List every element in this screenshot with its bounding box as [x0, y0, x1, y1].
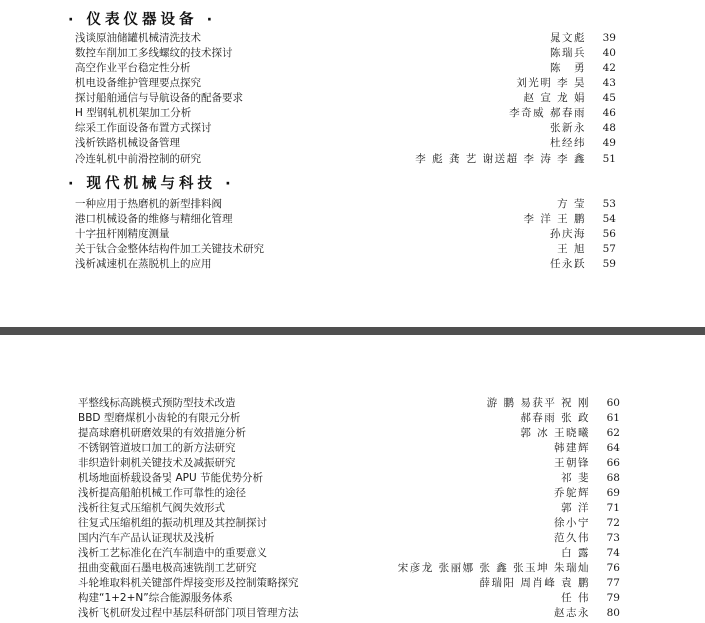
entry-author: 白 露 [561, 547, 590, 559]
entry-title: 高空作业平台稳定性分析 [75, 62, 191, 74]
entry-page: 46 [602, 107, 616, 119]
entry-title: 国内汽车产品认证现状及浅析 [78, 532, 215, 544]
entry-page: 79 [606, 592, 620, 604]
toc-entry[interactable] [78, 561, 620, 576]
entry-title: 浅析提高船舶机械工作可靠性的途径 [78, 487, 246, 499]
entry-author: 张新永 [550, 122, 586, 134]
toc-entry[interactable] [78, 516, 620, 531]
entry-page: 51 [602, 153, 616, 165]
entry-author: 徐小宁 [554, 517, 590, 529]
toc-entry[interactable] [75, 61, 616, 76]
entry-author: 郭 冰 王晓曦 [520, 427, 590, 439]
entry-page: 43 [602, 77, 616, 89]
entry-title: 浅析飞机研发过程中基层科研部门项目管理方法 [78, 607, 299, 619]
entry-author: 郭 洋 [561, 502, 590, 514]
entry-page: 45 [602, 92, 616, 104]
entry-author: 王 旭 [557, 243, 586, 255]
toc-entry[interactable] [78, 441, 620, 456]
entry-title: H 型钢轧机机架加工分析 [75, 107, 192, 119]
entry-author: 赵志永 [554, 607, 590, 619]
toc-entry[interactable] [78, 456, 620, 471]
toc-entry[interactable] [78, 591, 620, 606]
toc-entry[interactable] [75, 242, 616, 257]
entry-page: 60 [606, 397, 620, 409]
entry-author: 李 彪 龚 艺 谢送超 李 涛 李 鑫 [415, 153, 586, 165]
entry-title: 不锈钢管道坡口加工的新方法研究 [78, 442, 236, 454]
entry-author: 乔鸵辉 [554, 487, 590, 499]
entry-title: 十字扭杆刚精度测量 [75, 228, 170, 240]
toc-entry[interactable] [78, 576, 620, 591]
entry-author: 李 洋 王 鹏 [523, 213, 586, 225]
entry-author: 孙庆海 [550, 228, 586, 240]
entry-author: 陈 勇 [550, 62, 586, 74]
entry-title: 平整线标高跳模式预防型技术改造 [78, 397, 236, 409]
toc-entry[interactable] [78, 411, 620, 426]
entry-author: 杜经纬 [550, 137, 586, 149]
toc-entry[interactable] [75, 91, 616, 106]
entry-page: 80 [606, 607, 620, 619]
toc-entry[interactable] [75, 257, 616, 272]
entry-author: 刘光明 李 昊 [516, 77, 586, 89]
entry-page: 68 [606, 472, 620, 484]
entry-title: 综采工作面设备布置方式探讨 [75, 122, 212, 134]
section-heading-instruments: · 仪表仪器设备 · [68, 12, 217, 28]
entry-page: 42 [602, 62, 616, 74]
entry-title: 浅析减速机在蒸脱机上的应用 [75, 258, 212, 270]
entry-page: 39 [602, 32, 616, 44]
entry-page: 69 [606, 487, 620, 499]
entry-title: 构建“1+2+N”综合能源服务体系 [78, 592, 233, 604]
section-heading-modern-machinery: · 现代机械与科技 · [68, 176, 235, 192]
entry-page: 71 [606, 502, 620, 514]
entry-author: 薛瑞阳 周肖峰 袁 鹏 [479, 577, 590, 589]
toc-entry[interactable] [78, 471, 620, 486]
entry-author: 游 鹏 易获平 祝 刚 [486, 397, 590, 409]
entry-page: 64 [606, 442, 620, 454]
toc-entry[interactable] [78, 396, 620, 411]
entry-page: 72 [606, 517, 620, 529]
entry-author: 任永跃 [550, 258, 586, 270]
entry-page: 48 [602, 122, 616, 134]
entry-author: 王朝锋 [554, 457, 590, 469]
entry-author: 方 莹 [557, 198, 586, 210]
entry-title: 斗轮堆取料机关键部件焊接变形及控制策略探究 [78, 577, 299, 589]
toc-entry[interactable] [75, 212, 616, 227]
entry-author: 任 伟 [561, 592, 590, 604]
toc-entry[interactable] [75, 121, 616, 136]
toc-entry[interactable] [78, 426, 620, 441]
toc-entry[interactable] [75, 76, 616, 91]
entry-title: 冷连轧机中前滑控制的研究 [75, 153, 201, 165]
entry-author: 郝春雨 张 政 [520, 412, 590, 424]
entry-page: 66 [606, 457, 620, 469]
entry-title: 港口机械设备的维修与精细化管理 [75, 213, 233, 225]
entry-page: 74 [606, 547, 620, 559]
entry-title: 浅析铁路机械设备管理 [75, 137, 180, 149]
entry-title: 探讨船舶通信与导航设备的配备要求 [75, 92, 243, 104]
entry-page: 49 [602, 137, 616, 149]
entry-author: 宋彦龙 张丽娜 张 鑫 张玉坤 朱瑞灿 [397, 562, 590, 574]
entry-page: 54 [602, 213, 616, 225]
entry-page: 73 [606, 532, 620, 544]
entry-title: 浅析往复式压缩机气阀失效形式 [78, 502, 225, 514]
entry-page: 53 [602, 198, 616, 210]
toc-entry[interactable] [75, 136, 616, 151]
entry-title: 浅谈原油储罐机械清洗技术 [75, 32, 201, 44]
entry-title: 数控车削加工多线螺纹的技术探讨 [75, 47, 233, 59]
entry-author: 赵 宣 龙 娟 [523, 92, 586, 104]
entry-author: 韩建辉 [554, 442, 590, 454]
toc-entry[interactable] [75, 31, 616, 46]
toc-entry[interactable] [75, 227, 616, 242]
entry-author: 李奇威 郝春雨 [509, 107, 586, 119]
entry-page: 61 [606, 412, 620, 424]
entry-title: 机电设备维护管理要点探究 [75, 77, 201, 89]
toc-entry[interactable] [75, 197, 616, 212]
entry-page: 62 [606, 427, 620, 439]
entry-author: 陈瑞兵 [550, 47, 586, 59]
entry-title: 关于钛合金整体结构件加工关键技术研究 [75, 243, 264, 255]
entry-title: 机场地面桥载设备및 APU 节能优势分析 [78, 472, 264, 484]
entry-page: 77 [606, 577, 620, 589]
toc-entry[interactable] [75, 106, 616, 121]
entry-title: 扭曲变截面石墨电极高速铣削工艺研究 [78, 562, 257, 574]
entry-title: 一种应用于热磨机的新型排料阀 [75, 198, 222, 210]
toc-entry[interactable] [78, 606, 620, 621]
toc-entry[interactable] [78, 546, 620, 561]
page-divider [0, 327, 705, 335]
entry-page: 40 [602, 47, 616, 59]
entry-author: 范久伟 [554, 532, 590, 544]
toc-entry[interactable] [78, 501, 620, 516]
toc-entry[interactable] [78, 486, 620, 501]
entry-page: 57 [602, 243, 616, 255]
entry-title: 提高球磨机研磨效果的有效措施分析 [78, 427, 246, 439]
entry-author: 祁 斐 [561, 472, 590, 484]
entry-page: 56 [602, 228, 616, 240]
toc-entry[interactable] [75, 152, 616, 167]
entry-title: BBD 型磨煤机小齿轮的有限元分析 [78, 412, 241, 424]
toc-entry[interactable] [78, 531, 620, 546]
toc-entry[interactable] [75, 46, 616, 61]
entry-title: 浅析工艺标准化在汽车制造中的重要意义 [78, 547, 267, 559]
entry-page: 59 [602, 258, 616, 270]
entry-title: 往复式压缩机组的振动机理及其控制探讨 [78, 517, 267, 529]
entry-title: 非织造针刺机关键技术及减振研究 [78, 457, 236, 469]
entry-author: 晁文彪 [550, 32, 586, 44]
entry-page: 76 [606, 562, 620, 574]
